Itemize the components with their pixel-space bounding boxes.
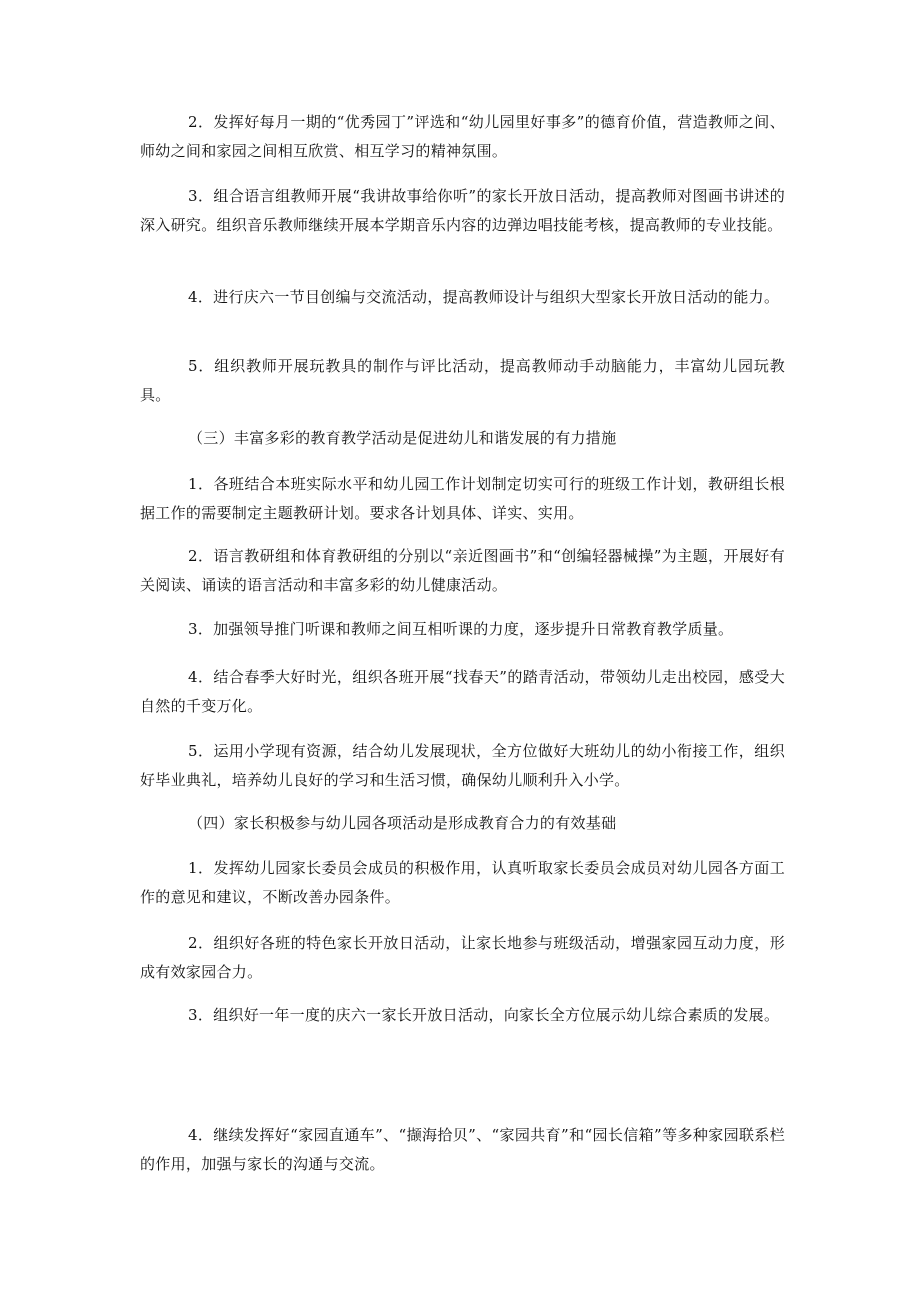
paragraph-section3-item-1: 1．各班结合本班实际水平和幼儿园工作计划制定切实可行的班级工作计划，教研组长根据工作的需要制定主题教研计划。要求各计划具体、详实、实用。 xyxy=(140,475,785,522)
paragraph-item-4-program: 4．进行庆六一节目创编与交流活动，提高教师设计与组织大型家长开放日活动的能力。 xyxy=(188,288,780,306)
paragraph-section4-item-2: 2．组织好各班的特色家长开放日活动，让家长地参与班级活动，增强家园互动力度，形成有效家园合力。 xyxy=(140,934,785,981)
paragraph-section4-item-1: 1．发挥幼儿园家长委员会成员的积极作用，认真听取家长委员会成员对幼儿园各方面工作的意见和建议，不断改善办园条件。 xyxy=(140,859,785,906)
section-heading-3: （三）丰富多彩的教育教学活动是促进幼儿和谐发展的有力措施 xyxy=(188,429,617,447)
paragraph-item-2-awards: 2．发挥好每月一期的“优秀园丁”评选和“幼儿园里好事多”的德育价值，营造教师之间、师幼之间和家园之间相互欣赏、相互学习的精神氛围。 xyxy=(140,113,785,160)
paragraph-item-3-storytelling: 3．组合语言组教师开展“我讲故事给你听”的家长开放日活动，提高教师对图画书讲述的深入研究。组织音乐教师继续开展本学期音乐内容的边弹边唱技能考核，提高教师的专业技能。 xyxy=(140,187,785,234)
paragraph-section3-item-5: 5．运用小学现有资源，结合幼儿发展现状，全方位做好大班幼儿的幼小衔接工作，组织好毕业典礼，培养幼儿良好的学习和生活习惯，确保幼儿顺利升入小学。 xyxy=(140,742,785,789)
paragraph-section3-item-4: 4．结合春季大好时光，组织各班开展“找春天”的踏青活动，带领幼儿走出校园，感受大自然的千变万化。 xyxy=(140,668,785,715)
paragraph-section3-item-3: 3．加强领导推门听课和教师之间互相听课的力度，逐步提升日常教育教学质量。 xyxy=(188,620,734,638)
paragraph-section4-item-4: 4．继续发挥好“家园直通车”、“撷海拾贝”、“家园共育”和“园长信箱”等多种家园联系栏的作用，加强与家长的沟通与交流。 xyxy=(140,1126,785,1173)
section-heading-4: （四）家长积极参与幼儿园各项活动是形成教育合力的有效基础 xyxy=(188,814,617,832)
paragraph-section3-item-2: 2．语言教研组和体育教研组的分别以“亲近图画书”和“创编轻器械操”为主题，开展好有关阅读、诵读的语言活动和丰富多彩的幼儿健康活动。 xyxy=(140,547,785,594)
paragraph-section4-item-3: 3．组织好一年一度的庆六一家长开放日活动，向家长全方位展示幼儿综合素质的发展。 xyxy=(188,1006,780,1024)
paragraph-item-5-toys: 5．组织教师开展玩教具的制作与评比活动，提高教师动手动脑能力，丰富幼儿园玩教具。 xyxy=(140,357,785,404)
